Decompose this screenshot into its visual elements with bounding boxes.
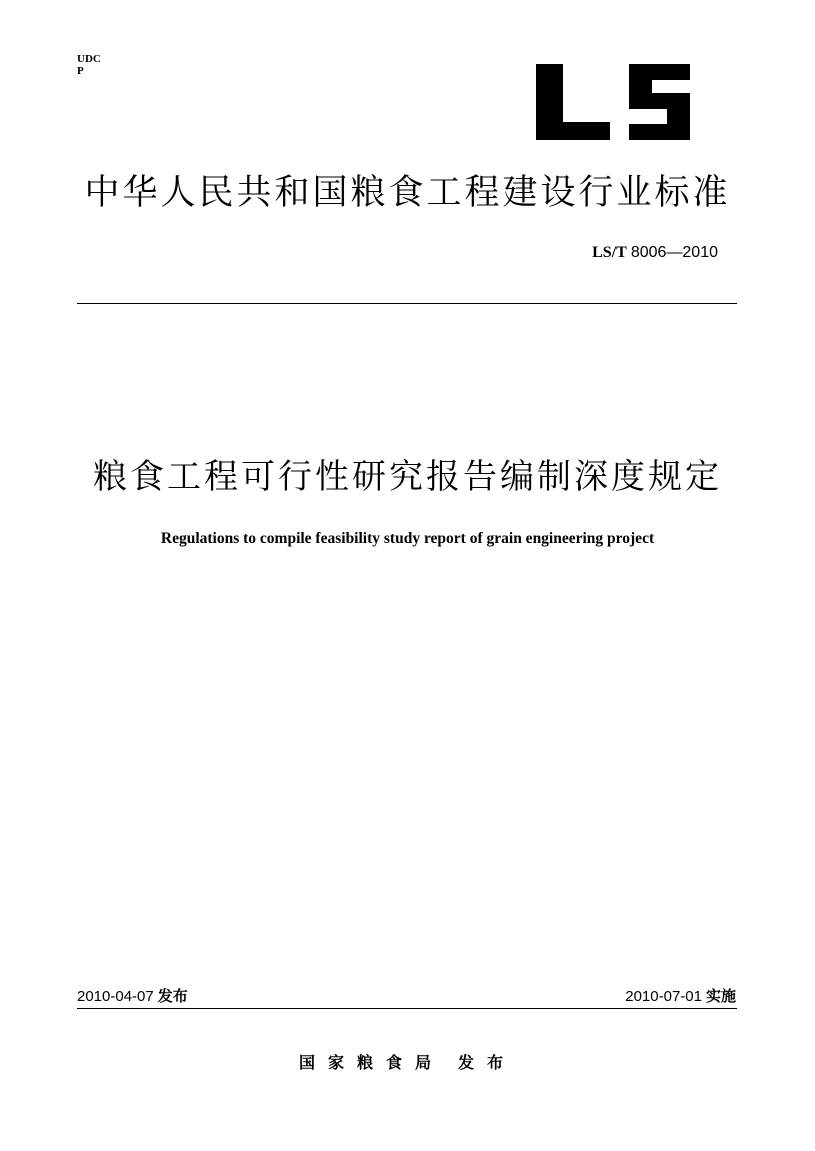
document-title-en: Regulations to compile feasibility study report of grain engineering project	[160, 530, 655, 547]
issuer	[0, 1050, 815, 1073]
issuer-org: 国家粮食局	[298, 1053, 444, 1072]
industry-standard-title: 中华人民共和国粮食工程建设行业标准	[84, 173, 731, 213]
effective-date-value: 2010-07-01	[625, 988, 702, 1005]
bottom-divider	[77, 1008, 737, 1009]
issue-date-value: 2010-04-07	[77, 988, 154, 1005]
document-title-cn: 粮食工程可行性研究报告编制深度规定	[93, 457, 722, 497]
standard-prefix: LS/T	[592, 244, 627, 261]
standard-code	[592, 244, 718, 262]
issuer-action: 发布	[458, 1053, 517, 1072]
effective-date-label: 实施	[705, 987, 736, 1005]
ls-logo	[533, 62, 693, 142]
top-divider	[77, 303, 737, 304]
standard-number: 8006—2010	[630, 244, 718, 261]
udc-label: UDC	[77, 53, 101, 65]
effective-date	[625, 985, 736, 1006]
issue-date-label: 发布	[157, 987, 188, 1005]
udc-block	[77, 53, 101, 77]
category-label: P	[77, 65, 84, 77]
issue-date	[77, 985, 188, 1006]
